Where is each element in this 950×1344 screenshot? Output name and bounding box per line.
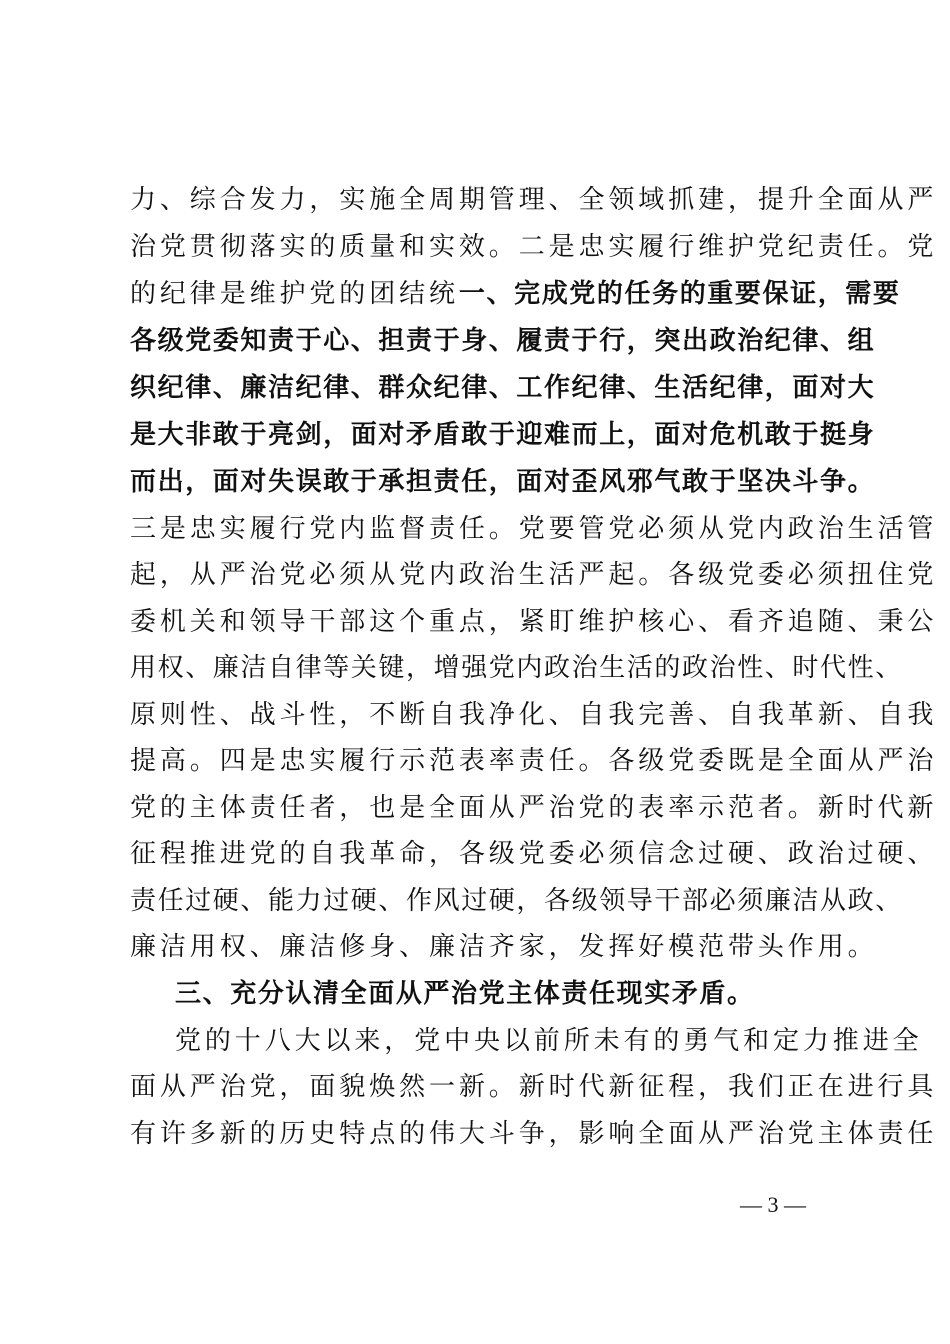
body-line: 起，从严治党必须从党内政治生活严起。各级党委必须扭住党: [130, 560, 938, 590]
body-line: 面从严治党，面貌焕然一新。新时代新征程，我们正在进行具: [130, 1072, 938, 1102]
bold-line: 织纪律、廉洁纪律、群众纪律、工作纪律、生活纪律，面对大: [130, 373, 876, 403]
body-line: 委机关和领导干部这个重点，紧盯维护核心、看齐追随、秉公: [130, 607, 938, 637]
body-line: 征程推进党的自我革命，各级党委必须信念过硬、政治过硬、: [130, 839, 938, 869]
body-line: 治党贯彻落实的质量和实效。二是忠实履行维护党纪责任。党: [130, 232, 938, 262]
section-heading: 三、充分认清全面从严治党主体责任现实矛盾。: [175, 979, 755, 1009]
page-number: — 3 —: [740, 1192, 806, 1217]
bold-line: 各级党委知责于心、担责于身、履责于行，突出政治纪律、组: [130, 326, 876, 356]
body-line: 原则性、战斗性，不断自我净化、自我完善、自我革新、自我: [130, 700, 938, 730]
body-line: 党的主体责任者，也是全面从严治党的表率示范者。新时代新: [130, 793, 938, 823]
body-line: 有许多新的历史特点的伟大斗争，影响全面从严治党主体责任: [130, 1119, 938, 1149]
body-line: 责任过硬、能力过硬、作风过硬，各级领导干部必须廉洁从政、: [130, 886, 903, 916]
bold-line: 是大非敢于亮剑，面对矛盾敢于迎难而上，面对危机敢于挺身: [130, 420, 876, 450]
paragraph-first-line: 党的十八大以来，党中央以前所未有的勇气和定力推进全: [175, 1026, 923, 1056]
bold-segment: 一、完成党的任务的重要保证，需要: [458, 279, 901, 309]
body-line-segment: 的纪律是维护党的团结统: [130, 279, 459, 309]
body-line-mixed: [130, 272, 901, 316]
body-line: 廉洁用权、廉洁修身、廉洁齐家，发挥好模范带头作用。: [130, 932, 878, 962]
body-line: 三是忠实履行党内监督责任。党要管党必须从党内政治生活管: [130, 514, 938, 544]
body-line: 提高。四是忠实履行示范表率责任。各级党委既是全面从严治: [130, 746, 938, 776]
bold-line: 而出，面对失误敢于承担责任，面对歪风邪气敢于坚决斗争。: [130, 467, 876, 497]
body-line: 力、综合发力，实施全周期管理、全领域抓建，提升全面从严: [130, 185, 938, 215]
body-line: 用权、廉洁自律等关键，增强党内政治生活的政治性、时代性、: [130, 653, 903, 683]
